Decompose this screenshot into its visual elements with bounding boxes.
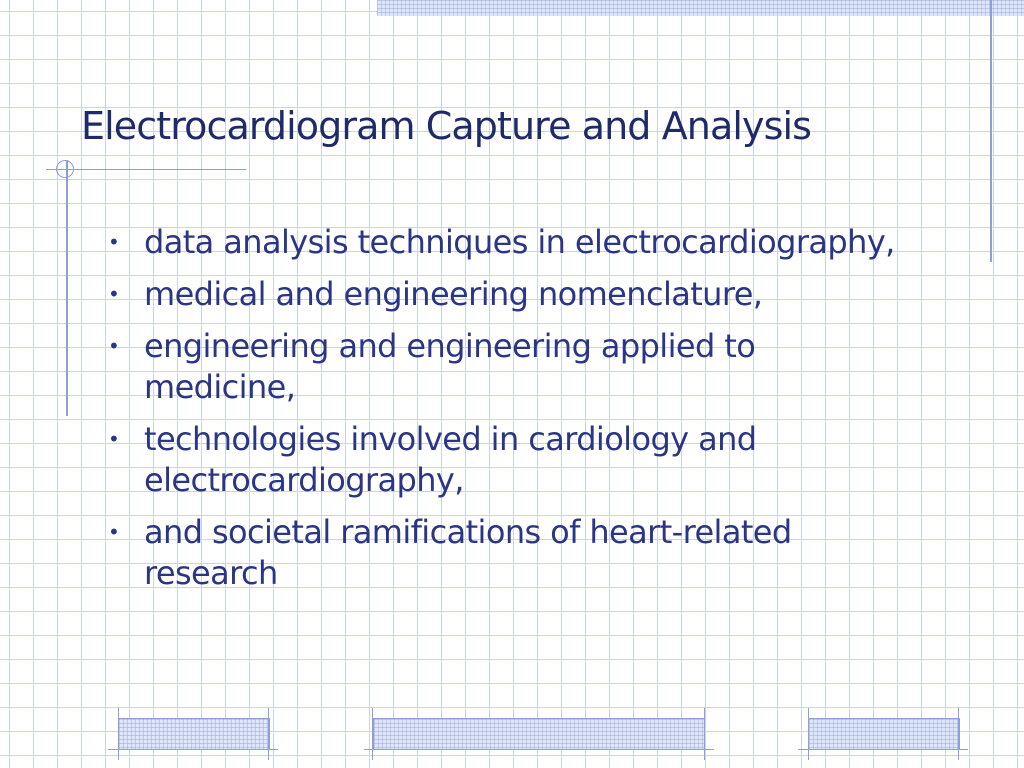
bottom-box-middle (373, 718, 705, 750)
bullet-text: medical and engineering nomenclature, (144, 275, 763, 313)
bottom-box-left (118, 718, 270, 750)
left-vertical-line (66, 160, 68, 416)
title-underline (46, 169, 246, 170)
bullet-text: engineering and engineering applied to medicine, (144, 327, 756, 406)
bullet-dot-icon: • (108, 520, 120, 544)
bullet-text: technologies involved in cardiology and electrocardiography, (144, 420, 757, 499)
bullet-dot-icon: • (108, 427, 120, 451)
bullet-dot-icon: • (108, 282, 120, 306)
bullet-text: and societal ramifications of heart-related research (144, 513, 792, 592)
right-vertical-line (990, 0, 992, 262)
bottom-tick (958, 708, 959, 760)
bullet-dot-icon: • (108, 334, 120, 358)
bullet-item (106, 222, 896, 263)
bullet-text: data analysis techniques in electrocardiography, (144, 223, 895, 261)
crosshair-circle-icon (56, 160, 74, 178)
bottom-tick (118, 708, 119, 760)
bullet-item (106, 274, 896, 315)
bullet-item (106, 326, 896, 408)
bullet-item (106, 419, 896, 501)
bottom-baseline (364, 749, 714, 750)
bottom-tick (704, 708, 705, 760)
bottom-tick (372, 708, 373, 760)
bullet-list (106, 222, 896, 605)
bullet-item (106, 512, 896, 594)
top-decorative-strip (377, 0, 1024, 16)
bottom-tick (268, 708, 269, 760)
bullet-dot-icon: • (108, 230, 120, 254)
bottom-baseline (108, 749, 278, 750)
bottom-baseline (798, 749, 968, 750)
bottom-box-right (808, 718, 960, 750)
slide-title: Electrocardiogram Capture and Analysis (81, 104, 812, 148)
bottom-tick (808, 708, 809, 760)
